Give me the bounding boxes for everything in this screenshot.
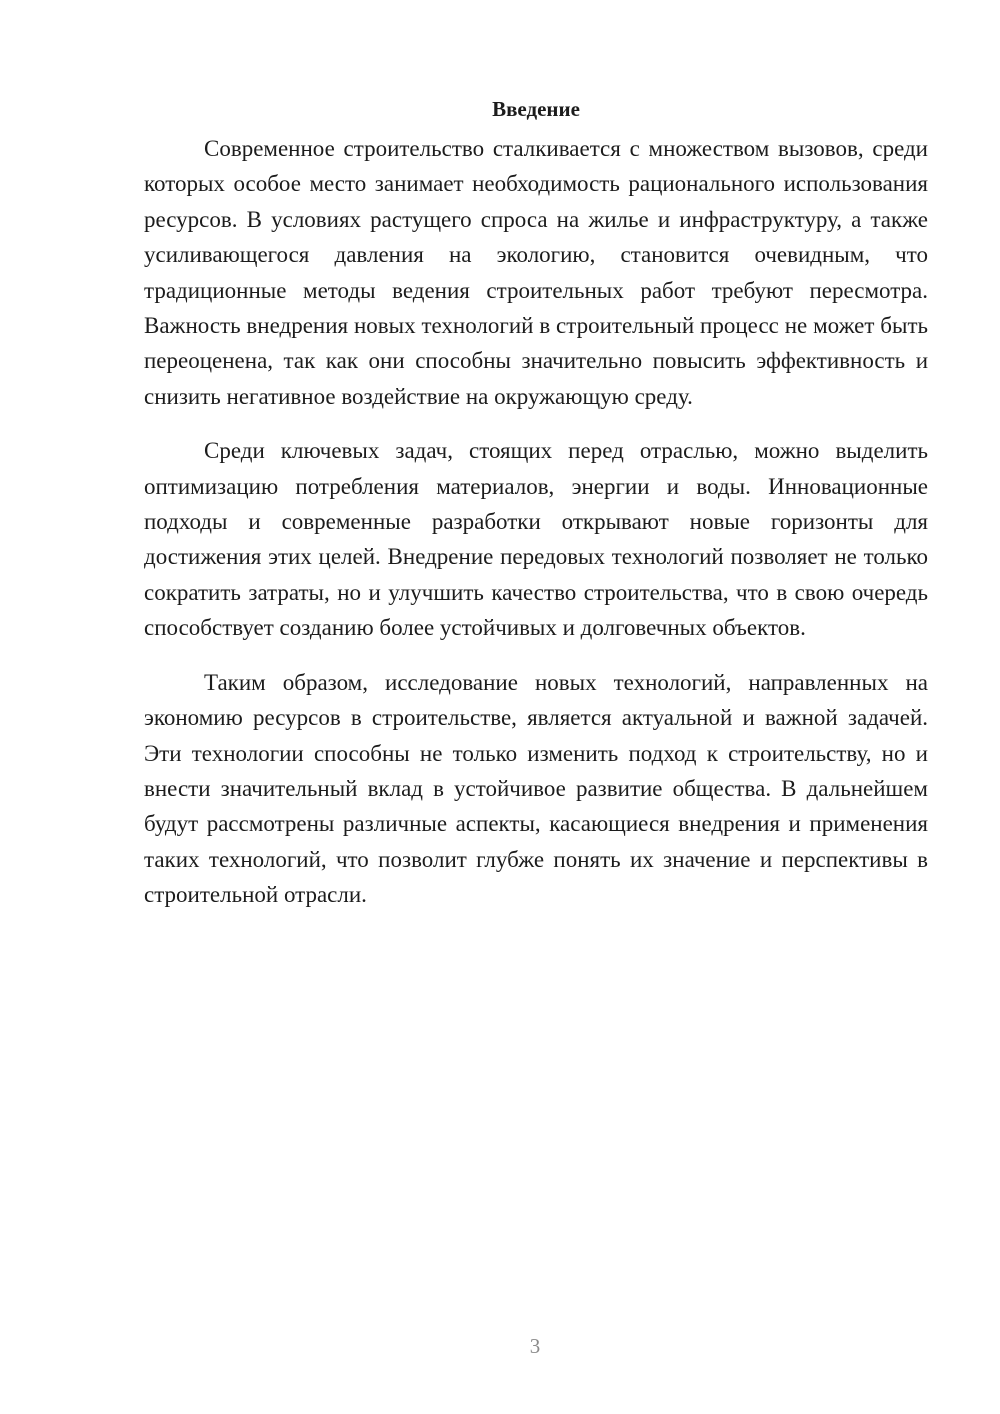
paragraph-2: Среди ключевых задач, стоящих перед отраслью, можно выделить оптимизацию потребления материалов, энергии и воды. Инновационные подходы и современные разработки открывают новые горизонты для достижения этих целей. Внедрение передовых технологий позволяет не только сократить затраты, но и улучшить качество строительства, что в свою очередь способствует созданию более устойчивых и долговечных объектов. bbox=[144, 438, 928, 641]
section-title: Введение bbox=[492, 97, 580, 121]
document-body bbox=[144, 92, 928, 932]
paragraph-1: Современное строительство сталкивается с множеством вызовов, среди которых особое место занимает необходимость рационального использования ресурсов. В условиях растущего спроса на жилье и инфраструктуру, а также усиливающегося давления на экологию, становится очевидным, что традиционные методы ведения строительных работ требуют пересмотра. Важность внедрения новых технологий в строительный процесс не может быть переоценена, так как они способны значительно повысить эффективность и снизить негативное воздействие на окружающую среду. bbox=[144, 136, 928, 409]
page-number: 3 bbox=[529, 1334, 541, 1358]
paragraph-3: Таким образом, исследование новых технологий, направленных на экономию ресурсов в строительстве, является актуальной и важной задачей. Эти технологии способны не только изменить подход к строительству, но и внести значительный вклад в устойчивое развитие общества. В дальнейшем будут рассмотрены различные аспекты, касающиеся внедрения и применения таких технологий, что позволит глубже понять их значение и перспективы в строительной отрасли. bbox=[144, 669, 928, 908]
